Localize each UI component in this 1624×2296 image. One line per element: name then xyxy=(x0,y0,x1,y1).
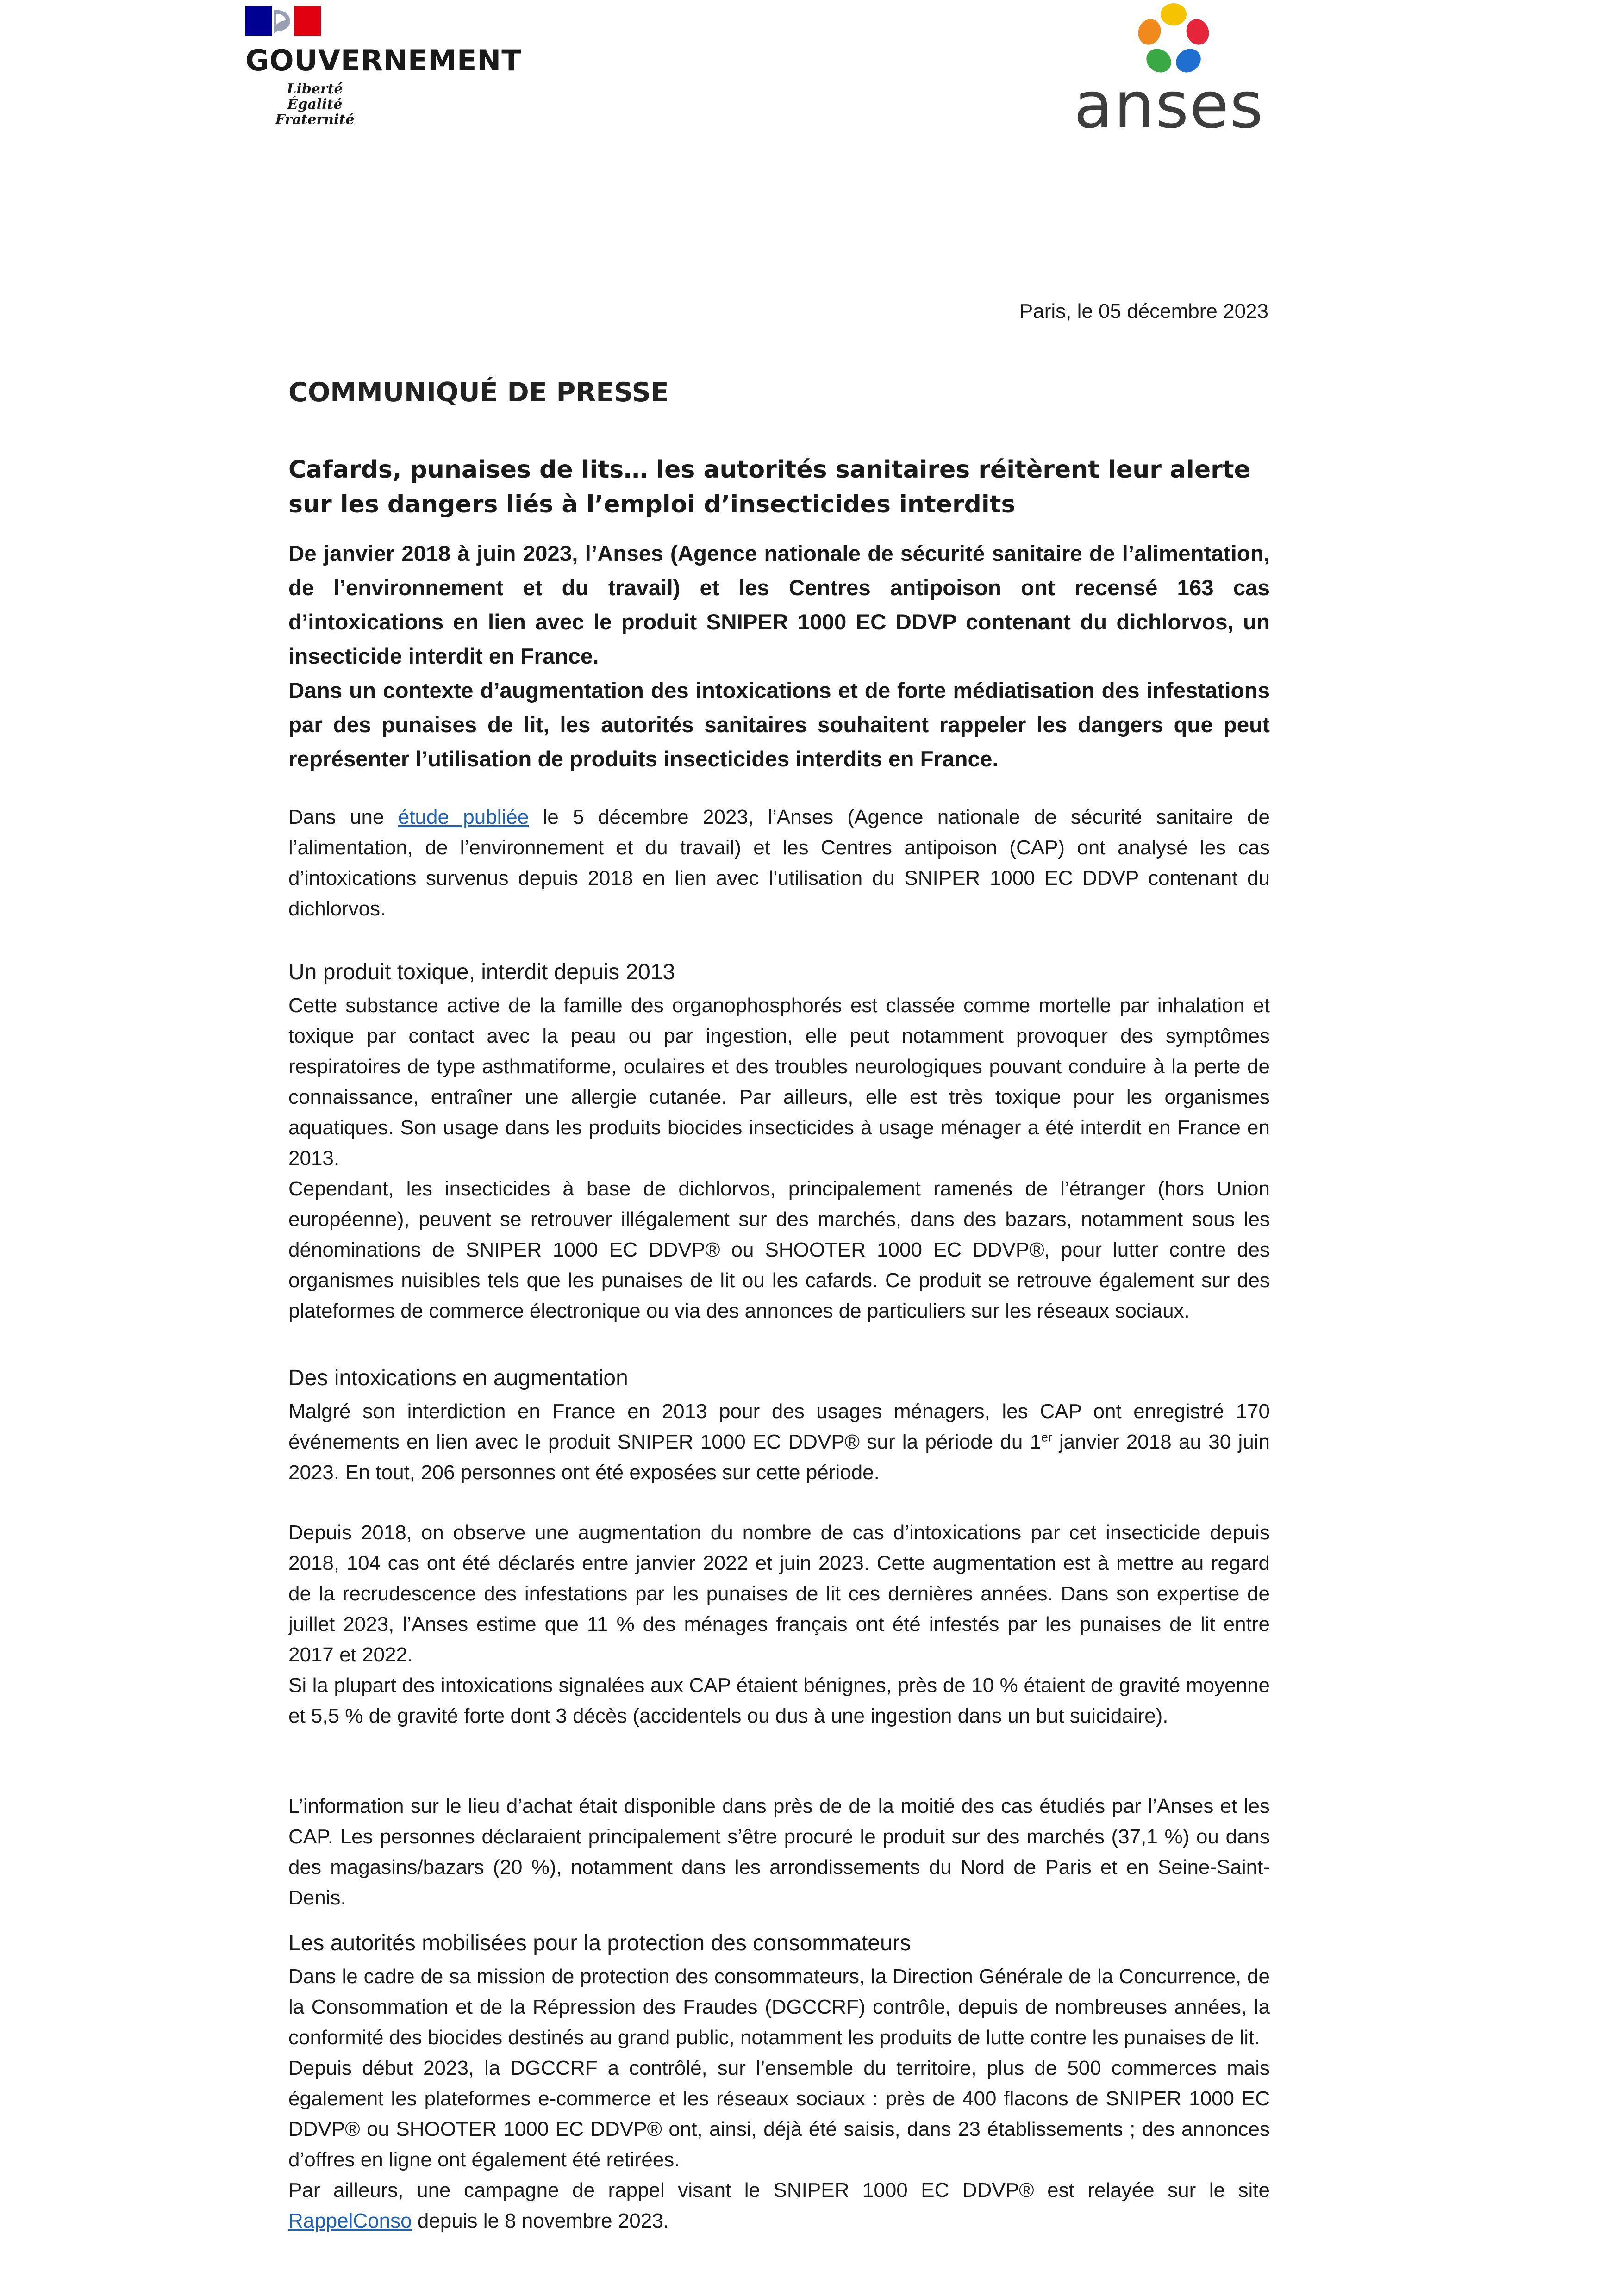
marianne-flag-icon xyxy=(245,6,321,36)
anses-logo xyxy=(1065,0,1278,143)
section-body xyxy=(288,1961,1270,2236)
paragraph: Dans le cadre de sa mission de protection des consommateurs, la Direction Générale de la Concurrence, de la Consommation et de la Répression des Fraudes (DGCCRF) contrôle, depuis de nombreuses années, la conformité des biocides destinés au grand public, notamment les produits de lutte contre les punaises de lit. xyxy=(288,1965,1270,2049)
paragraph: Cette substance active de la famille des organophosphorés est classée comme mortelle par inhalation et toxique par contact avec la peau ou par ingestion, elle peut notamment provoquer des symptômes respiratoires de type asthmatiforme, oculaires et des troubles neurologiques pouvant conduire à la perte de connaissance, entraîner une allergie cutanée. Par ailleurs, elle est très toxique pour les organismes aquatiques. Son usage dans les produits biocides insecticides à usage ménager a été interdit en France en 2013. xyxy=(288,994,1270,1170)
motto-line: Égalité xyxy=(287,96,343,112)
section-body xyxy=(288,990,1270,1326)
anses-wordmark: anses xyxy=(1074,68,1264,143)
paragraph: Cependant, les insecticides à base de dichlorvos, principalement ramenés de l’étranger (hors Union européenne), peuvent se retrouver illégalement sur des marchés, dans des bazars, notamment sous les dénominations de SNIPER 1000 EC DDVP® ou SHOOTER 1000 EC DDVP®, pour lutter contre des organismes nuisibles tels que les punaises de lit ou les cafards. Ce produit se retrouve également sur des plateformes de commerce électronique ou via des annonces de particuliers sur les réseaux sociaux. xyxy=(288,1177,1270,1322)
document-title: COMMUNIQUÉ DE PRESSE xyxy=(288,377,669,408)
section-body xyxy=(288,1518,1270,1731)
lead-paragraphs xyxy=(288,537,1270,777)
section-body xyxy=(288,1791,1270,1913)
section-title: Un produit toxique, interdit depuis 2013 xyxy=(288,960,675,984)
lead-paragraph: De janvier 2018 à juin 2023, l’Anses (Agence nationale de sécurité sanitaire de l’alimentation, de l’environnement et du travail) et les Centres antipoison ont recensé 163 cas d’intoxications en lien avec le produit SNIPER 1000 EC DDVP contenant du dichlorvos, un insecticide interdit en France. xyxy=(288,541,1270,669)
paragraph: L’information sur le lieu d’achat était disponible dans près de de la moitié des cas étudiés par l’Anses et les CAP. Les personnes déclaraient principalement s’être procuré le produit sur des marchés (37,1 %) ou dans des magasins/bazars (20 %), notamment dans les arrondissements du Nord de Paris et en Seine-Saint-Denis. xyxy=(288,1795,1270,1909)
motto-line: Fraternité xyxy=(275,112,355,128)
paragraph: Par ailleurs, une campagne de rappel visant le SNIPER 1000 EC DDVP® est relayée sur le site RappelConso depuis le 8 novembre 2023. xyxy=(288,2179,1270,2232)
section-title: Les autorités mobilisées pour la protection des consommateurs xyxy=(288,1931,911,1955)
intro-text: le 5 décembre 2023, l’Anses (Agence nationale de sécurité sanitaire de l’alimentation, de l’environnement et du travail) et les Centres antipoison (CAP) ont analysé les cas d’intoxications survenus depuis 2018 en lien avec l’utilisation du SNIPER 1000 EC DDVP contenant du dichlorvos. xyxy=(288,806,1270,920)
motto-line: Liberté xyxy=(287,81,343,97)
paragraph: Depuis 2018, on observe une augmentation du nombre de cas d’intoxications par cet insecticide depuis 2018, 104 cas ont été déclarés entre janvier 2022 et juin 2023. Cette augmentation est à mettre au regard de la recrudescence des infestations par les punaises de lit ces dernières années. Dans son expertise de juillet 2023, l’Anses estime que 11 % des ménages français ont été infestés par les punaises de lit entre 2017 et 2022. xyxy=(288,1521,1270,1666)
republic-motto xyxy=(245,81,384,127)
headline: Cafards, punaises de lits… les autorités sanitaires réitèrent leur alerte sur les dangers liés à l’emploi d’insecticides interdits xyxy=(288,456,1250,518)
paragraph: Depuis début 2023, la DGCCRF a contrôlé, sur l’ensemble du territoire, plus de 500 commerces mais également les plateformes e-commerce et les réseaux sociaux : près de 400 flacons de SNIPER 1000 EC DDVP® ou SHOOTER 1000 EC DDVP® ont, ainsi, déjà été saisis, dans 23 établissements ; des annonces d’offres en ligne ont également été retirées. xyxy=(288,2057,1270,2171)
superscript: er xyxy=(1041,1430,1052,1444)
paragraph: Si la plupart des intoxications signalées aux CAP étaient bénignes, près de 10 % étaient de gravité moyenne et 5,5 % de gravité forte dont 3 décès (accidentels ou dus à une ingestion dans un but suicidaire). xyxy=(288,1674,1270,1727)
study-link[interactable]: étude publiée xyxy=(398,806,529,828)
government-logo xyxy=(245,6,569,131)
section-title: Des intoxications en augmentation xyxy=(288,1366,628,1390)
release-date: Paris, le 05 décembre 2023 xyxy=(1019,300,1268,323)
anses-star-icon xyxy=(1127,0,1220,79)
gov-name: GOUVERNEMENT xyxy=(245,44,522,77)
lead-paragraph: Dans un contexte d’augmentation des intoxications et de forte médiatisation des infestations par des punaises de lit, les autorités sanitaires souhaitent rappeler les dangers que peut représenter l’utilisation de produits insecticides interdits en France. xyxy=(288,678,1270,772)
intro-paragraph xyxy=(288,802,1270,924)
intro-text: Dans une xyxy=(288,806,398,828)
rappelconso-link[interactable]: RappelConso xyxy=(288,2209,412,2232)
paragraph: Malgré son interdiction en France en 2013 pour des usages ménagers, les CAP ont enregistré 170 événements en lien avec le produit SNIPER 1000 EC DDVP® sur la période du 1er janvier 2018 au 30 juin 2023. En tout, 206 personnes ont été exposées sur cette période. xyxy=(288,1400,1270,1484)
section-body xyxy=(288,1396,1270,1488)
